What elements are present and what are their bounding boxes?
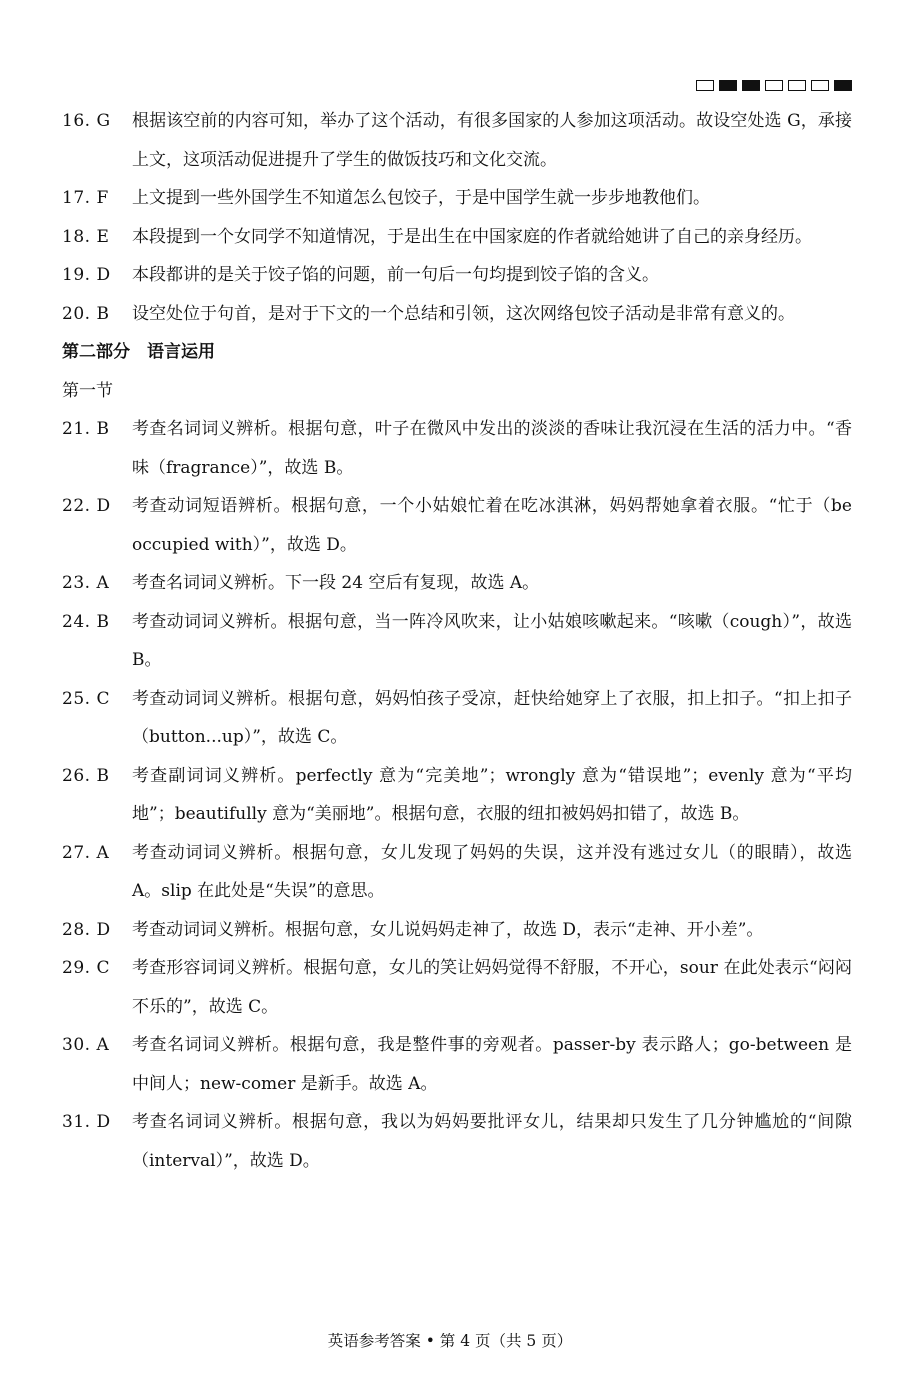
answer-entry [62,680,852,757]
answer-entry [62,1026,852,1103]
answer-entry [62,1103,852,1180]
answer-explanation: 考查动词词义辨析。根据句意，妈妈怕孩子受凉，赶快给她穿上了衣服，扣上扣子。“扣上扣子（button...up）”，故选 C。 [132,688,852,747]
answer-explanation: 考查名词词义辨析。根据句意，我是整件事的旁观者。passer-by 表示路人；go-between 是中间人；new-comer 是新手。故选 A。 [132,1035,852,1094]
answer-entry [62,410,852,487]
answer-explanation: 考查名词词义辨析。根据句意，我以为妈妈要批评女儿，结果却只发生了几分钟尴尬的“间隙（interval）”，故选 D。 [132,1112,852,1171]
answer-number: 29. C [62,958,110,978]
marker-square [834,80,852,91]
answer-explanation: 考查名词词义辨析。根据句意，叶子在微风中发出的淡淡的香味让我沉浸在生活的活力中。“香味（fragrance）”，故选 B。 [132,419,852,478]
marker-square [719,80,737,91]
answer-number: 20. B [62,303,110,324]
answer-entry [62,564,852,603]
answer-explanation: 本段都讲的是关于饺子馅的问题，前一句后一句均提到饺子馅的含义。 [132,265,659,285]
page-footer: 英语参考答案 • 第 4 页（共 5 页） [327,1332,573,1350]
answer-explanation: 考查副词词义辨析。perfectly 意为“完美地”；wrongly 意为“错误地”；evenly 意为“平均地”；beautifully 意为“美丽地”。根据句意，衣服的纽扣被妈妈扣错了，故选 B。 [132,765,852,824]
marker-square [742,80,760,91]
answer-explanation: 考查动词词义辨析。根据句意，女儿说妈妈走神了，故选 D，表示“走神、开小差”。 [132,919,764,940]
marker-square [788,80,806,91]
answer-number: 30. A [62,1035,110,1055]
answer-explanation: 考查动词词义辨析。根据句意，当一阵冷风吹来，让小姑娘咳嗽起来。“咳嗽（cough）”，故选 B。 [132,611,852,670]
answer-number: 31. D [62,1112,111,1132]
answer-entry [62,487,852,564]
answer-explanation: 上文提到一些外国学生不知道怎么包饺子，于是中国学生就一步步地教他们。 [132,188,710,208]
answer-entry [62,949,852,1026]
answer-explanation: 根据该空前的内容可知，举办了这个活动，有很多国家的人参加这项活动。故设空处选 G，承接上文，这项活动促进提升了学生的做饭技巧和文化交流。 [132,111,852,170]
answer-entry [62,218,852,257]
answer-number: 21. B [62,419,110,439]
answer-content [62,102,852,1180]
answer-entry [62,834,852,911]
answer-number: 28. D [62,919,111,940]
answer-number: 27. A [62,842,110,863]
answer-entry [62,179,852,218]
answer-number: 17. F [62,188,109,208]
answer-entry [62,295,852,334]
answer-explanation: 考查动词词义辨析。根据句意，女儿发现了妈妈的失误，这并没有逃过女儿（的眼睛），故选 A。slip 在此处是“失误”的意思。 [132,842,852,901]
answer-entry [62,102,852,179]
marker-square [696,80,714,91]
subsection-title: 第一节 [62,380,113,401]
answer-number: 22. D [62,496,111,516]
answer-explanation: 考查名词词义辨析。下一段 24 空后有复现，故选 A。 [132,573,540,593]
answer-number: 23. A [62,573,110,593]
answer-entry [62,911,852,950]
answer-number: 18. E [62,226,110,247]
answer-number: 26. B [62,765,110,786]
answer-entry [62,757,852,834]
marker-square [811,80,829,91]
section-title: 第二部分 语言运用 [62,342,215,362]
answer-number: 24. B [62,611,110,632]
answer-explanation: 考查形容词词义辨析。根据句意，女儿的笑让妈妈觉得不舒服，不开心，sour 在此处表示“闷闷不乐的”，故选 C。 [132,958,852,1017]
answer-number: 25. C [62,688,110,709]
answer-entry [62,256,852,295]
answer-explanation: 本段提到一个女同学不知道情况，于是出生在中国家庭的作者就给她讲了自己的亲身经历。 [132,226,812,247]
answer-number: 19. D [62,265,111,285]
marker-square [765,80,783,91]
answer-number: 16. G [62,111,111,131]
page-marker-squares [696,80,852,91]
answer-explanation: 设空处位于句首，是对于下文的一个总结和引领，这次网络包饺子活动是非常有意义的。 [132,303,795,324]
answer-explanation: 考查动词短语辨析。根据句意，一个小姑娘忙着在吃冰淇淋，妈妈帮她拿着衣服。“忙于（be occupied with）”，故选 D。 [132,496,852,555]
answer-entry [62,603,852,680]
